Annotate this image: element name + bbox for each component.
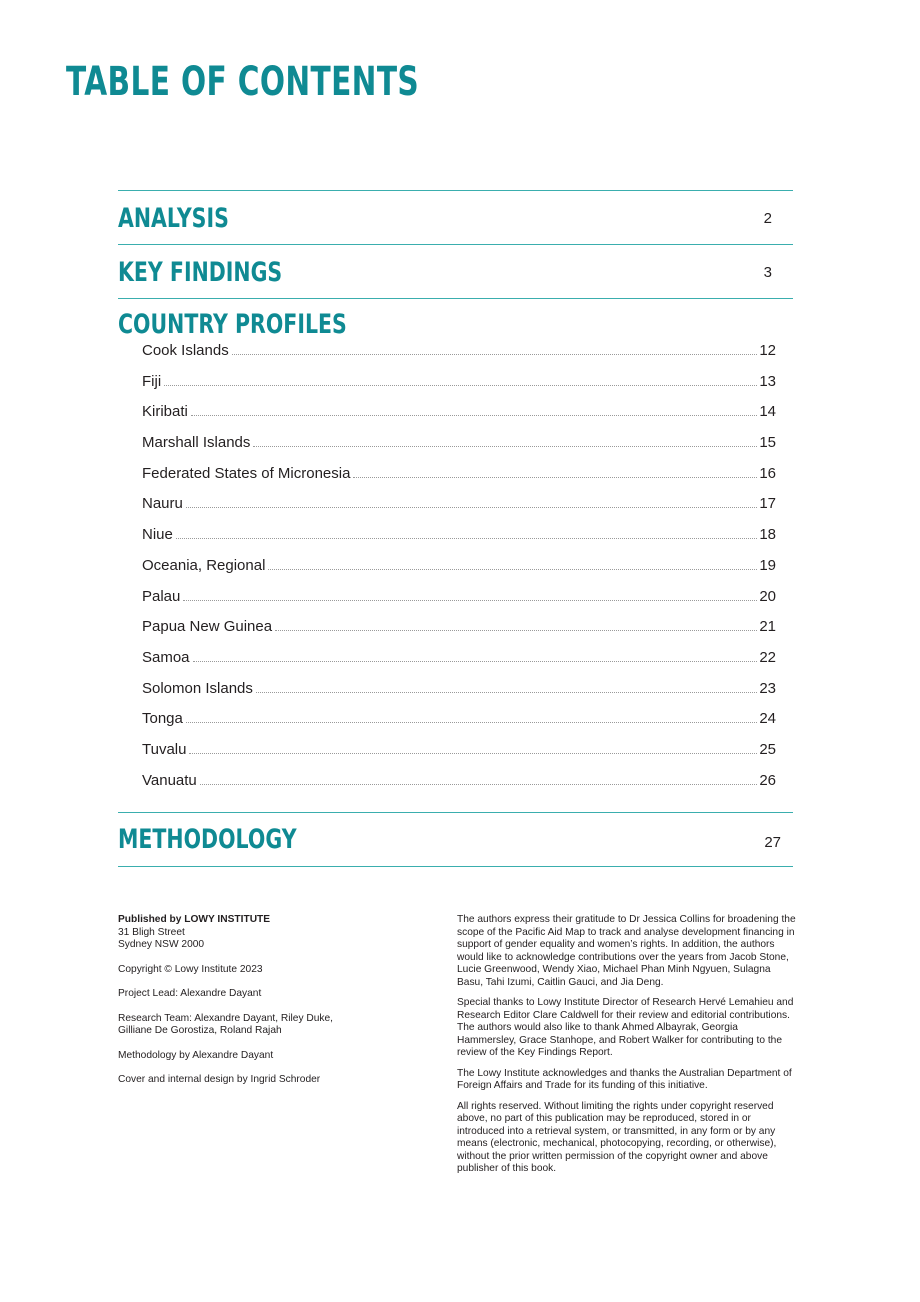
rights-notice: All rights reserved. Without limiting the rights under copyright reserved above, no part of this publication may be reproduced, stored in or introduced into a retrieval system, or transmitted, in any form or by any means (electronic, mechanical, photocopying, recording, or otherwise), without the prior written permission of the copyright owner and above publisher of this book. [457,1100,777,1174]
dot-leader [232,354,758,355]
page-number: 16 [759,464,776,482]
toc-entry[interactable] [142,341,776,372]
page-number: 12 [759,342,776,359]
toc-entry[interactable] [142,587,776,618]
toc-entry[interactable] [142,433,776,464]
publisher-block [118,914,348,952]
publisher: Published by LOWY INSTITUTE [118,914,271,925]
dot-leader [200,784,758,785]
toc-entry[interactable] [142,372,776,403]
page-number: 15 [759,434,776,452]
acknowledgements [457,914,797,1184]
toc-entry-name: Palau [142,587,181,605]
copyright-notice: Copyright © Lowy Institute 2023 [118,963,263,975]
page-number: 24 [759,710,776,728]
toc-entry-name: Oceania, Regional [142,556,266,574]
section-heading-analysis: ANALYSIS [118,203,229,234]
dot-leader [193,661,758,662]
page-number: 21 [759,618,776,636]
toc-section-methodology[interactable] [118,813,793,866]
page-number: 22 [759,648,776,666]
country-profile-list [142,341,776,801]
toc-entry[interactable] [142,494,776,525]
page-number: 13 [759,372,776,390]
toc-entry[interactable] [142,402,776,433]
page-number: 14 [759,403,776,421]
toc-entry[interactable] [142,709,776,740]
toc-entry[interactable] [142,648,776,679]
toc-entry[interactable] [142,464,776,495]
toc-entry-name: Tuvalu [142,740,187,758]
toc-entry-name: Cook Islands [142,342,229,359]
page-number: 25 [759,740,776,758]
dot-leader [189,753,757,754]
dot-leader [186,507,757,508]
methodology-credit: Methodology by Alexandre Dayant [118,1049,274,1061]
toc-entry[interactable] [142,617,776,648]
dot-leader [353,477,757,478]
toc-entry-name: Tonga [142,710,183,728]
dot-leader [191,415,757,416]
toc-entry-name: Kiribati [142,403,188,421]
toc-entry[interactable] [142,771,776,802]
colophon [118,914,348,1099]
dot-leader [275,630,757,631]
page-number: 27 [764,834,781,851]
page-number: 2 [763,210,772,227]
dot-leader [186,722,757,723]
acknowledgement-paragraph: The Lowy Institute acknowledges and thanks the Australian Department of Foreign Affairs and Trade for its funding of this initiative. [457,1067,792,1091]
section-heading-country-profiles: COUNTRY PROFILES [118,309,347,340]
toc-entry-name: Fiji [142,372,162,390]
acknowledgement-paragraph: The authors express their gratitude to Dr Jessica Collins for broadening the scope of the Pacific Aid Map to track and analyse development financing in support of gender equality and women’s rights. In addition, the authors would like to acknowledge contributions over the years from Jacob Stone, Lucie Greenwood, Wendy Xiao, Michael Phan Minh Ngyuen, Sulagna Basu, Tahi Izumi, Caitlin Gauci, and Jia Deng. [457,914,796,988]
section-heading-methodology: METHODOLOGY [118,824,297,855]
toc-entry[interactable] [142,679,776,710]
section-heading-key-findings: KEY FINDINGS [118,257,283,288]
toc-entry[interactable] [142,740,776,771]
toc-entry-name: Niue [142,526,173,544]
toc-entry-name: Nauru [142,495,183,513]
research-team: Research Team: Alexandre Dayant, Riley Duke, Gilliane De Gorostiza, Roland Rajah [118,1012,333,1036]
toc-entry-name: Solomon Islands [142,679,253,697]
dot-leader [176,538,757,539]
page-number: 19 [759,556,776,574]
dot-leader [253,446,757,447]
acknowledgement-paragraph: Special thanks to Lowy Institute Director of Research Hervé Lemahieu and Research Editor Clare Caldwell for their review and editorial contributions. The authors would also like to thank Ahmed Albayrak, Georgia Hammersley, Grace Stanhope, and Robert Walker for contributing to the review of the Key Findings Report. [457,997,794,1058]
address-line: Sydney NSW 2000 [118,939,205,950]
dot-leader [268,569,757,570]
toc-entry-name: Federated States of Micronesia [142,464,351,482]
toc-entry[interactable] [142,556,776,587]
page-title: TABLE OF CONTENTS [66,59,420,105]
toc-entry-name: Papua New Guinea [142,618,273,636]
toc-entry-name: Samoa [142,648,190,666]
toc-section-analysis[interactable] [118,191,793,244]
toc-entry[interactable] [142,525,776,556]
design-credit: Cover and internal design by Ingrid Schroder [118,1074,321,1085]
page-number: 26 [759,771,776,789]
toc-section-country-profiles [118,299,793,812]
toc-entry-name: Vanuatu [142,771,197,789]
page-number: 20 [759,587,776,605]
divider [118,866,793,867]
project-lead: Project Lead: Alexandre Dayant [118,988,262,999]
page-number: 17 [759,495,776,513]
dot-leader [164,385,757,386]
page-number: 3 [763,264,772,281]
dot-leader [183,600,757,601]
table-of-contents [118,190,793,867]
address-line: 31 Bligh Street [118,926,185,938]
toc-section-key-findings[interactable] [118,245,793,298]
page-number: 18 [759,526,776,544]
toc-entry-name: Marshall Islands [142,434,251,452]
page-number: 23 [759,679,776,697]
dot-leader [256,692,757,693]
